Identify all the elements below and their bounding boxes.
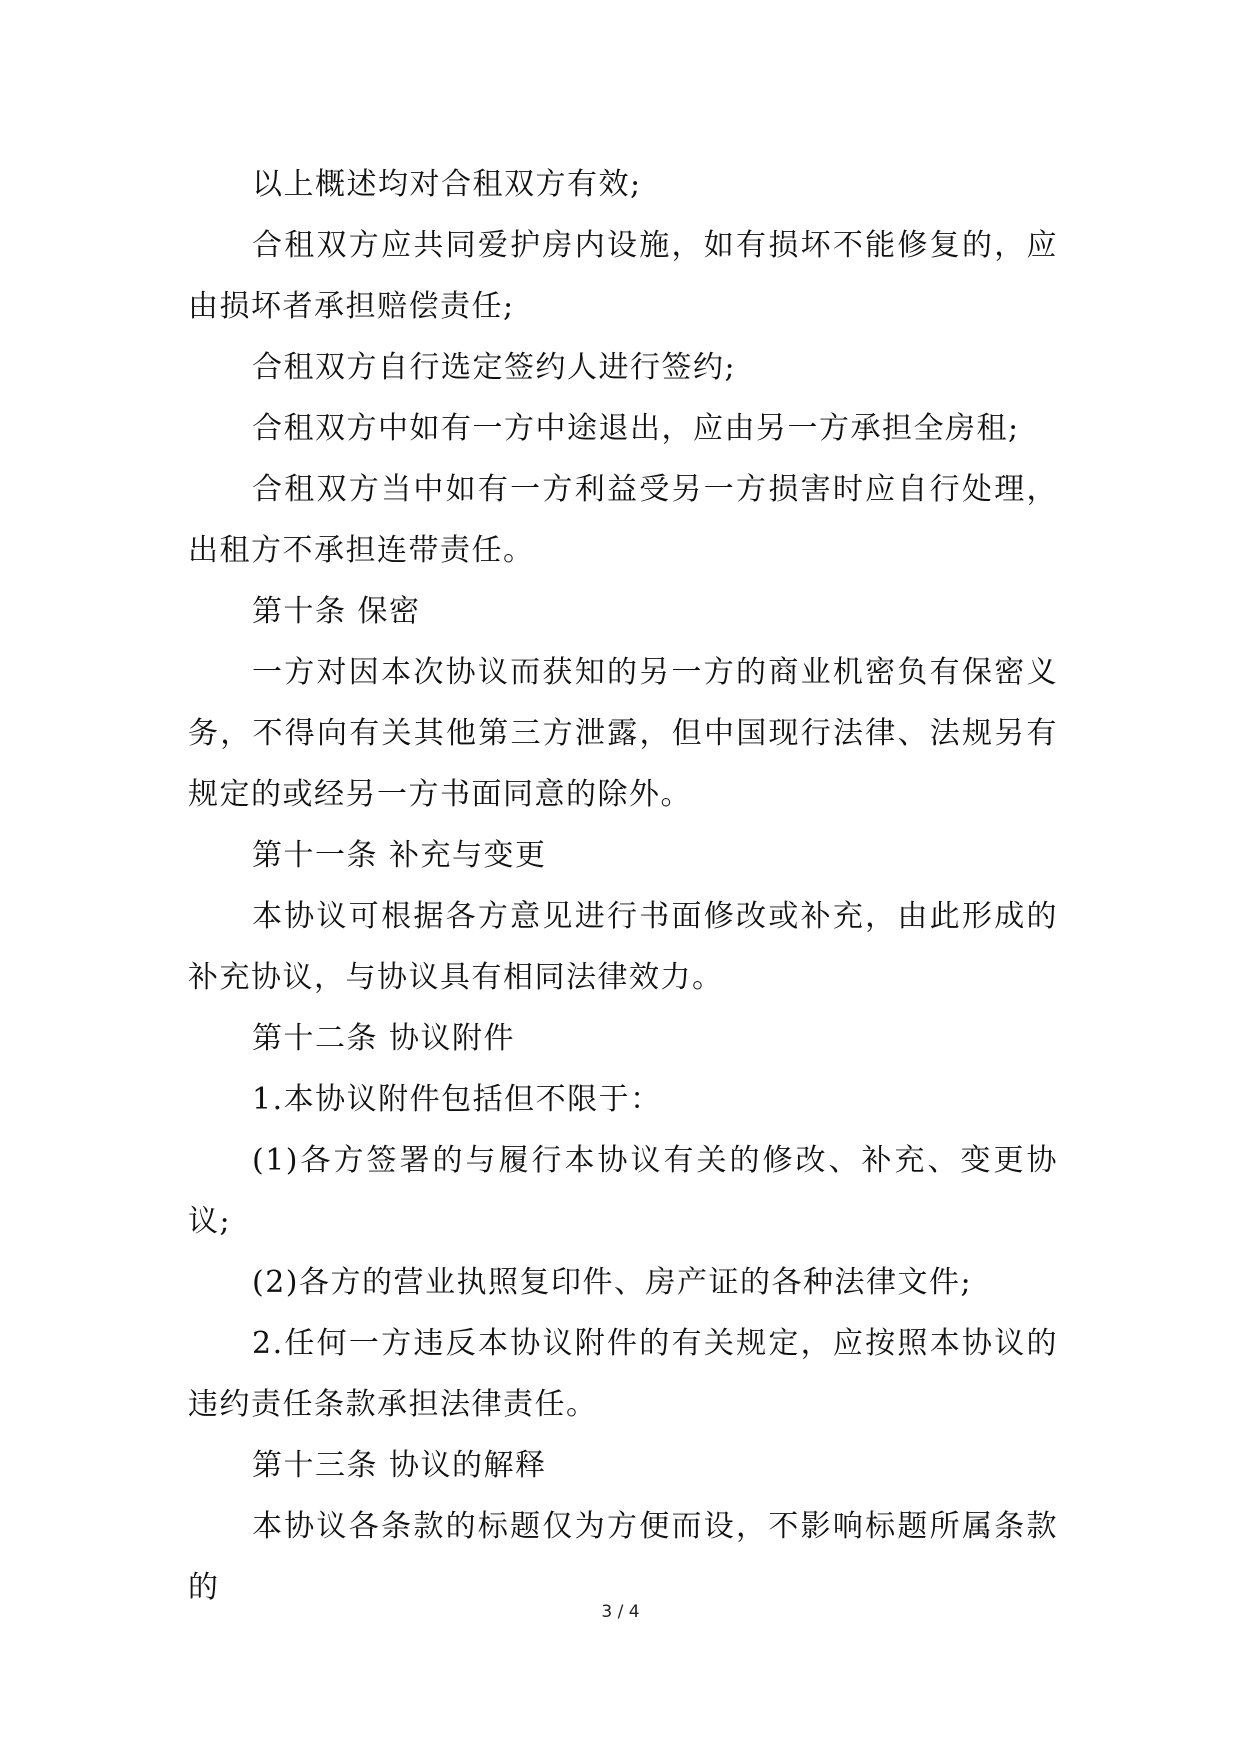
section-heading-12: 第十二条 协议附件	[252, 1021, 516, 1056]
paragraph: 一方对因本次协议而获知的另一方的商业机密负有保密义务，不得向有关其他第三方泄露，但中国现行法律、法规另有规定的或经另一方书面同意的除外。	[188, 655, 1058, 812]
paragraph: 本协议可根据各方意见进行书面修改或补充，由此形成的补充协议，与协议具有相同法律效力。	[188, 899, 1058, 995]
paragraph: 合租双方中如有一方中途退出，应由另一方承担全房租;	[252, 411, 1020, 446]
section-heading-10: 第十条 保密	[252, 594, 421, 629]
section-heading-13: 第十三条 协议的解释	[252, 1448, 547, 1483]
paragraph: 本协议各条款的标题仅为方便而设，不影响标题所属条款的	[188, 1509, 1058, 1605]
paragraph: 合租双方应共同爱护房内设施，如有损坏不能修复的，应由损坏者承担赔偿责任;	[188, 228, 1058, 324]
paragraph: 以上概述均对合租双方有效;	[252, 167, 642, 202]
paragraph: 合租双方当中如有一方利益受另一方损害时应自行处理，出租方不承担连带责任。	[188, 472, 1058, 568]
list-item: (2)各方的营业执照复印件、房产证的各种法律文件;	[252, 1265, 973, 1300]
list-item: 1.本协议附件包括但不限于：	[252, 1082, 662, 1117]
list-item: 2.任何一方违反本协议附件的有关规定，应按照本协议的违约责任条款承担法律责任。	[188, 1326, 1058, 1422]
document-body	[188, 154, 1058, 1618]
list-item: (1)各方签署的与履行本协议有关的修改、补充、变更协议;	[188, 1143, 1058, 1239]
paragraph: 合租双方自行选定签约人进行签约;	[252, 350, 737, 385]
section-heading-11: 第十一条 补充与变更	[252, 838, 547, 873]
page-number: 3 / 4	[601, 1602, 640, 1622]
